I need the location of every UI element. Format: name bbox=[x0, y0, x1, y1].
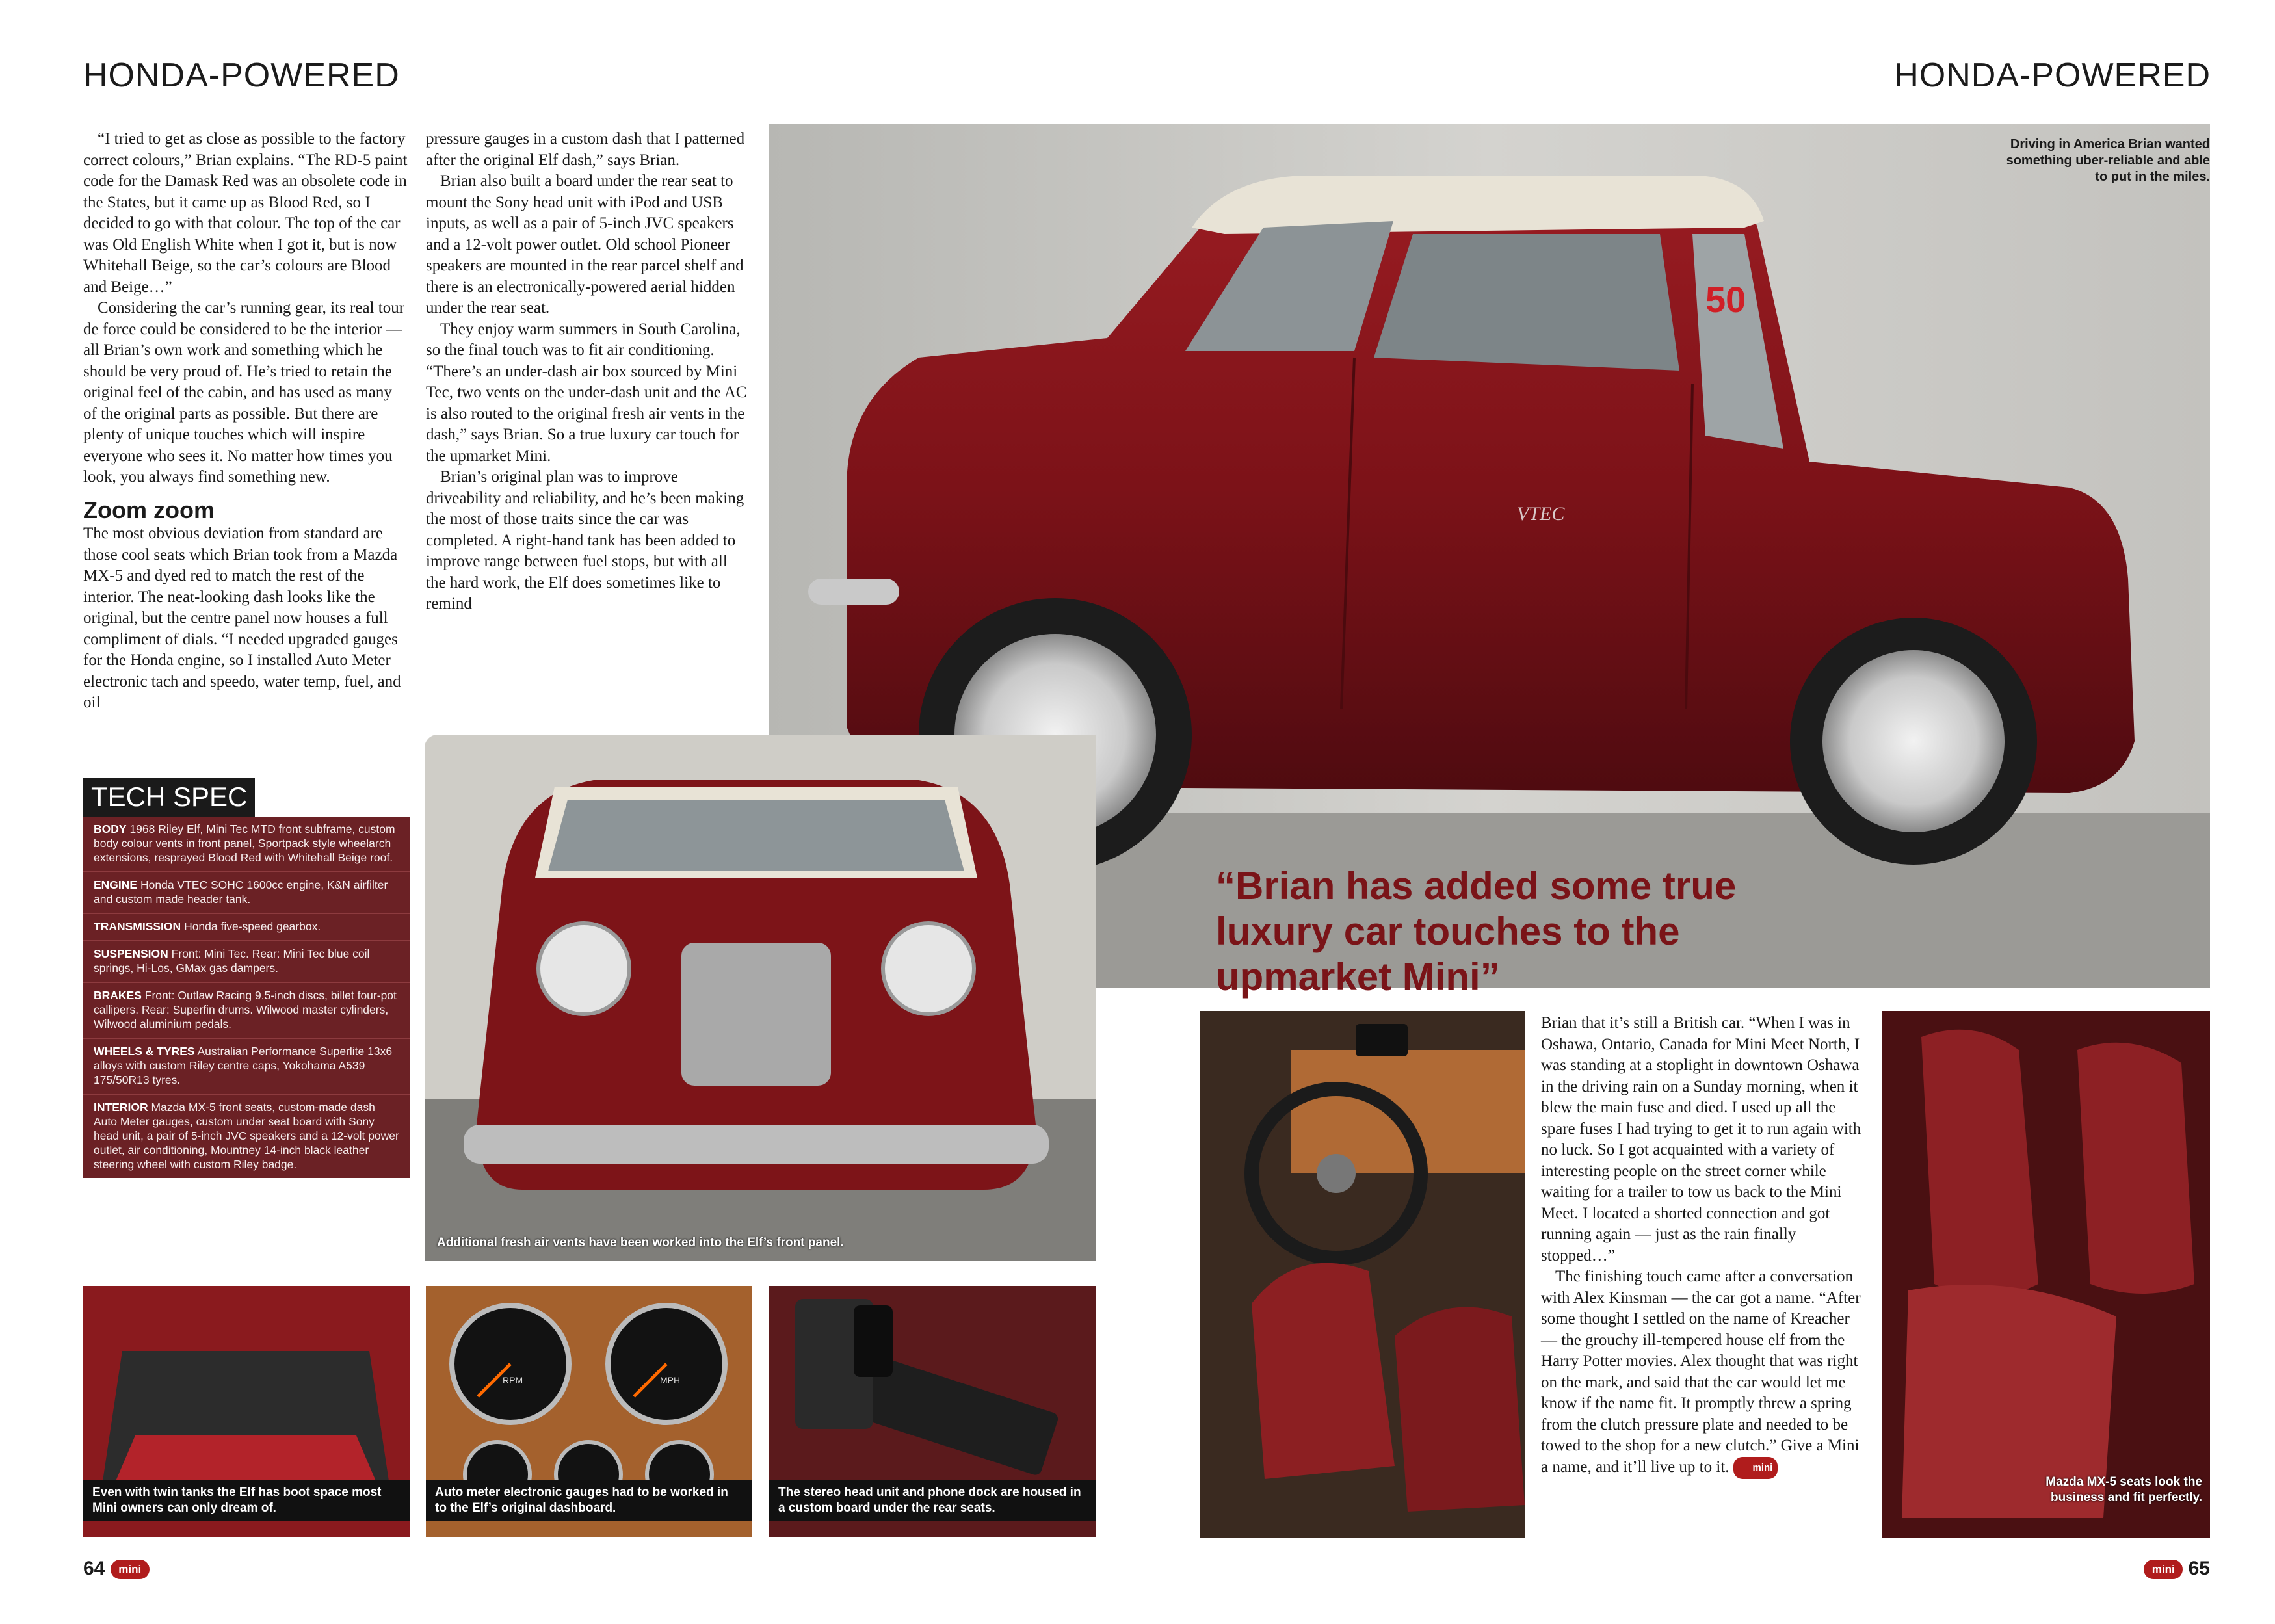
vtec-badge: VTEC bbox=[1517, 503, 1565, 525]
window-sticker: 50 bbox=[1705, 279, 1746, 320]
spec-entry: SUSPENSION Front: Mini Tec. Rear: Mini Tec blue coil springs, Hi-Los, GMax gas dampers. bbox=[83, 941, 410, 983]
front-photo-caption: Additional fresh air vents have been worked into the Elf’s front panel. bbox=[437, 1236, 844, 1250]
dashboard-illustration bbox=[1200, 1011, 1525, 1538]
tech-spec-box bbox=[83, 817, 410, 1178]
paragraph: pressure gauges in a custom dash that I patterned after the original Elf dash,” says Brian. bbox=[426, 130, 745, 169]
paragraph: The finishing touch came after a conversation with Alex Kinsman — the car got a name. “After some thought I settled on the name of Kreacher — the grouchy ill-tempered house elf from the Harry Potter movies. Alex thought that was right on the mark, and said that the car would let me know if the name fit. It promptly threw a spring from the clutch pressure plate and needed to be towed to the shop for a new clutch.” Give a Mini a name, and it’ll live up to it. mini bbox=[1541, 1266, 1866, 1479]
pull-quote: “Brian has added some true luxury car touches to the upmarket Mini” bbox=[1216, 864, 1737, 999]
gauges-caption: Auto meter electronic gauges had to be worked in to the Elf’s original dashboard. bbox=[426, 1480, 752, 1521]
mph-label: MPH bbox=[660, 1375, 681, 1385]
body-column-2 bbox=[426, 129, 751, 615]
subheading: Zoom zoom bbox=[83, 496, 215, 523]
mini-logo-icon: mini bbox=[2144, 1560, 2183, 1579]
seats-photo bbox=[1882, 1011, 2210, 1538]
paragraph: Considering the car’s running gear, its real tour de force could be considered to be the interior — all Brian’s own work and something which he should be very proud of. He’s tried to retain the original feel of the cabin, and has used as many of the original parts as possible. But there are plenty of unique touches which will inspire everyone who sees it. No matter how times you look, you always find something new. bbox=[83, 299, 405, 486]
rpm-label: RPM bbox=[503, 1375, 523, 1385]
dashboard-photo bbox=[1200, 1011, 1525, 1538]
body-column-1 bbox=[83, 129, 408, 714]
spec-entry: ENGINE Honda VTEC SOHC 1600cc engine, K&N airfilter and custom made header tank. bbox=[83, 872, 410, 914]
folio-left bbox=[83, 1558, 150, 1580]
mini-logo-icon: mini bbox=[111, 1560, 150, 1579]
seats-illustration bbox=[1882, 1011, 2210, 1538]
paragraph: Brian also built a board under the rear seat to mount the Sony head unit with iPod and USB inputs, as well as a pair of 5-inch JVC speakers and a 12-volt power outlet. Old school Pioneer speakers are mounted in the rear parcel shelf and there is an electronically-powered aerial hidden under the rear seat. bbox=[426, 172, 744, 317]
paragraph: Brian that it’s still a British car. “When I was in Oshawa, Ontario, Canada for Mini Meet North, I was standing at a stoplight in downtown Oshawa in the driving rain on a Sunday morning, when it blew the main fuse and died. I used up all the spare fuses I had trying to get it to run again with no luck. So I got acquainted with a variety of interesting people on the street corner while waiting for a trailer to tow us back to the Mini Meet. I located a shorted connection and got running again — just as the rain finally stopped…” bbox=[1541, 1014, 1861, 1264]
spec-entry: BRAKES Front: Outlaw Racing 9.5-inch discs, billet four-pot callipers. Rear: Superfin drums. Wilwood master cylinders, Wilwood aluminium pedals. bbox=[83, 983, 410, 1039]
end-mark-icon: mini bbox=[1733, 1457, 1778, 1480]
paragraph: Brian’s original plan was to improve driveability and reliability, and he’s been making the most of those traits since the car was completed. A right-hand tank has been added to improve range between fuel stops, but with all the hard work, the Elf does sometimes like to remind bbox=[426, 468, 744, 612]
paragraph: “I tried to get as close as possible to the factory correct colours,” Brian explains. “The RD-5 paint code for the Damask Red was an obsolete code in the States, but it came up as Blood Red, so I decided to go with that colour. The top of the car was Old English White when I got it, but is now Whitehall Beige, so the car’s colours are Blood and Beige…” bbox=[83, 130, 408, 296]
spec-entry: WHEELS & TYRES Australian Performance Superlite 13x6 alloys with custom Riley centre caps, Yokohama A539 175/50R13 tyres. bbox=[83, 1039, 410, 1095]
boot-caption: Even with twin tanks the Elf has boot space most Mini owners can only dream of. bbox=[83, 1480, 410, 1521]
running-head-left: HONDA-POWERED bbox=[83, 57, 400, 94]
page-number-left: 64 bbox=[83, 1558, 105, 1579]
tech-spec-panel bbox=[83, 778, 410, 1178]
body-column-3 bbox=[1541, 1013, 1866, 1479]
front-car-photo bbox=[425, 735, 1096, 1261]
paragraph: The most obvious deviation from standard are those cool seats which Brian took from a Mazda MX-5 and dyed red to match the rest of the interior. The neat-looking dash looks like the original, but the centre panel now houses a full compliment of dials. “I needed upgraded gauges for the Honda engine, so I installed Auto Meter electronic tach and speedo, water temp, fuel, and oil bbox=[83, 525, 401, 711]
main-photo-caption: Driving in America Brian wanted something uber-reliable and able to put in the miles. bbox=[2006, 137, 2210, 184]
folio-right bbox=[2144, 1558, 2210, 1580]
spec-entry: TRANSMISSION Honda five-speed gearbox. bbox=[83, 914, 410, 941]
paragraph: They enjoy warm summers in South Carolina, so the final touch was to fit air conditioning. “There’s an under-dash air box sourced by Mini Tec, two vents on the under-dash unit and the AC is also routed to the original fresh air vents in the dash,” says Brian. So a true luxury car touch for the upmarket Mini. bbox=[426, 320, 747, 465]
stereo-caption: The stereo head unit and phone dock are housed in a custom board under the rear seats. bbox=[769, 1480, 1096, 1521]
spec-entry: BODY 1968 Riley Elf, Mini Tec MTD front subframe, custom body colour vents in front panel, Sportpack style wheelarch extensions, resprayed Blood Red with Whitehall Beige roof. bbox=[83, 817, 410, 872]
car-front-illustration bbox=[425, 735, 1096, 1261]
tech-spec-title: TECH SPEC bbox=[83, 778, 255, 817]
running-head-right: HONDA-POWERED bbox=[1894, 57, 2211, 94]
seats-caption: Mazda MX-5 seats look the business and fit perfectly. bbox=[2045, 1475, 2202, 1504]
page-number-right: 65 bbox=[2188, 1558, 2210, 1579]
spec-entry: INTERIOR Mazda MX-5 front seats, custom-made dash Auto Meter gauges, custom under seat board with Sony head unit, a pair of 5-inch JVC speakers and a 12-volt power outlet, air conditioning, Mountney 14-inch black leather steering wheel with custom Riley badge. bbox=[94, 1101, 399, 1171]
